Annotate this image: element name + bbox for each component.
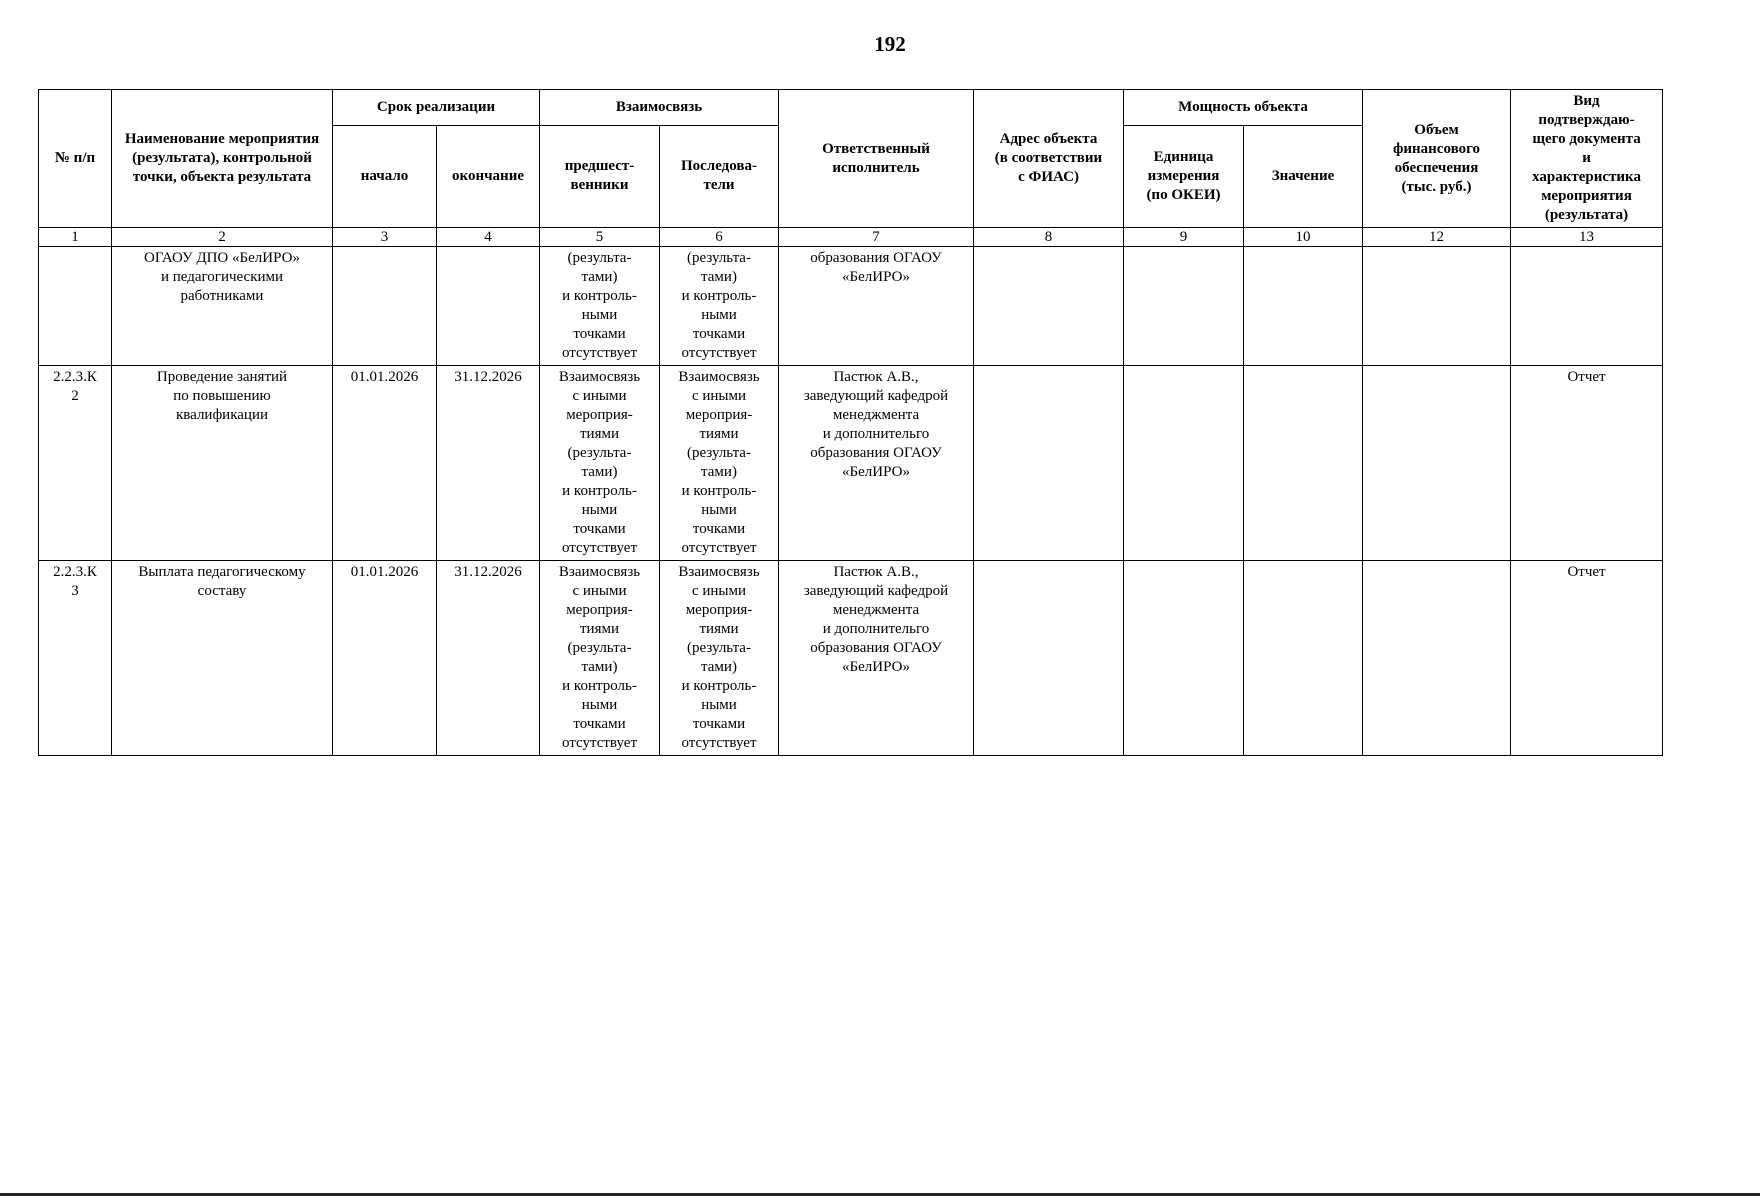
row-start: 01.01.2026 xyxy=(333,366,437,561)
column-number: 4 xyxy=(437,228,540,247)
row-unit xyxy=(1124,247,1244,366)
page-bottom-rule xyxy=(0,1193,1760,1196)
table-row xyxy=(39,247,1663,366)
header-unit: Единица измерения (по ОКЕИ) xyxy=(1124,125,1244,228)
row-end xyxy=(437,247,540,366)
header-end: окончание xyxy=(437,125,540,228)
row-address xyxy=(974,561,1124,756)
row-name: ОГАОУ ДПО «БелИРО» и педагогическими работниками xyxy=(112,247,333,366)
column-number-row xyxy=(39,228,1663,247)
row-name: Проведение занятий по повышению квалификации xyxy=(112,366,333,561)
row-value xyxy=(1244,366,1363,561)
header-finance: Объем финансового обеспечения (тыс. руб.) xyxy=(1363,90,1511,228)
row-name: Выплата педагогическому составу xyxy=(112,561,333,756)
row-num: 2.2.3.К 2 xyxy=(39,366,112,561)
row-successors: Взаимосвязь с иными мероприя- тиями (результа- тами) и контроль- ными точками отсутствует xyxy=(660,561,779,756)
row-predecessors: (результа- тами) и контроль- ными точками отсутствует xyxy=(540,247,660,366)
row-address xyxy=(974,247,1124,366)
header-link-group: Взаимосвязь xyxy=(540,90,779,126)
column-number: 10 xyxy=(1244,228,1363,247)
page-number: 192 xyxy=(874,32,906,56)
row-start xyxy=(333,247,437,366)
row-end: 31.12.2026 xyxy=(437,561,540,756)
column-number: 8 xyxy=(974,228,1124,247)
row-end: 31.12.2026 xyxy=(437,366,540,561)
row-value xyxy=(1244,561,1363,756)
row-num: 2.2.3.К 3 xyxy=(39,561,112,756)
table-row xyxy=(39,366,1663,561)
header-successors: Последова- тели xyxy=(660,125,779,228)
row-document: Отчет xyxy=(1511,366,1663,561)
row-unit xyxy=(1124,561,1244,756)
column-number: 12 xyxy=(1363,228,1511,247)
row-unit xyxy=(1124,366,1244,561)
header-predecessors: предшест- венники xyxy=(540,125,660,228)
row-start: 01.01.2026 xyxy=(333,561,437,756)
column-number: 2 xyxy=(112,228,333,247)
header-name: Наименование мероприятия (результата), контрольной точки, объекта результата xyxy=(112,90,333,228)
column-number: 5 xyxy=(540,228,660,247)
row-address xyxy=(974,366,1124,561)
row-predecessors: Взаимосвязь с иными мероприя- тиями (результа- тами) и контроль- ными точками отсутствует xyxy=(540,561,660,756)
row-finance xyxy=(1363,561,1511,756)
header-document: Вид подтверждаю- щего документа и характеристика мероприятия (результата) xyxy=(1511,90,1663,228)
header-num: № п/п xyxy=(39,90,112,228)
header-start: начало xyxy=(333,125,437,228)
column-number: 9 xyxy=(1124,228,1244,247)
row-predecessors: Взаимосвязь с иными мероприя- тиями (результа- тами) и контроль- ными точками отсутствует xyxy=(540,366,660,561)
row-document: Отчет xyxy=(1511,561,1663,756)
plan-table xyxy=(38,89,1663,756)
row-num xyxy=(39,247,112,366)
column-number: 13 xyxy=(1511,228,1663,247)
row-value xyxy=(1244,247,1363,366)
row-responsible: Пастюк А.В., заведующий кафедрой менеджмента и дополнительго образования ОГАОУ «БелИРО» xyxy=(779,561,974,756)
row-responsible: Пастюк А.В., заведующий кафедрой менеджмента и дополнительго образования ОГАОУ «БелИРО» xyxy=(779,366,974,561)
column-number: 1 xyxy=(39,228,112,247)
row-successors: (результа- тами) и контроль- ными точками отсутствует xyxy=(660,247,779,366)
row-responsible: образования ОГАОУ «БелИРО» xyxy=(779,247,974,366)
header-value: Значение xyxy=(1244,125,1363,228)
column-number: 3 xyxy=(333,228,437,247)
row-finance xyxy=(1363,366,1511,561)
table-row xyxy=(39,561,1663,756)
row-finance xyxy=(1363,247,1511,366)
header-term-group: Срок реализации xyxy=(333,90,540,126)
column-number: 6 xyxy=(660,228,779,247)
header-power-group: Мощность объекта xyxy=(1124,90,1363,126)
header-responsible: Ответственный исполнитель xyxy=(779,90,974,228)
header-address: Адрес объекта (в соответствии с ФИАС) xyxy=(974,90,1124,228)
row-successors: Взаимосвязь с иными мероприя- тиями (результа- тами) и контроль- ными точками отсутствует xyxy=(660,366,779,561)
row-document xyxy=(1511,247,1663,366)
column-number: 7 xyxy=(779,228,974,247)
